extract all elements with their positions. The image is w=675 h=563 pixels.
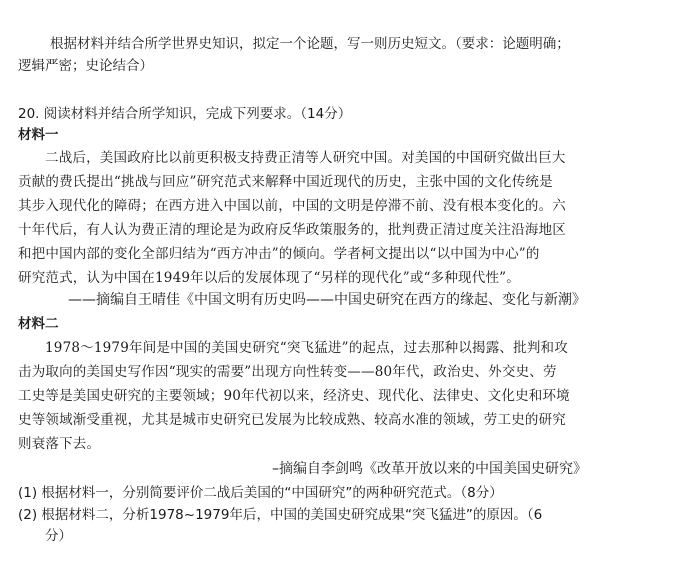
question-20-part-1: (1) 根据材料一，分别简要评价二战后美国的“中国研究”的两种研究范式。（8分） — [18, 485, 503, 501]
essay-instruction-line-2: 逻辑严密；史论结合） — [18, 58, 153, 74]
material-2-line: 1978～1979年间是中国的美国史研究“突飞猛进”的起点，过去那种以揭露、批判和攻 — [45, 340, 568, 356]
material-2-source: –摘编自李剑鸣《改革开放以来的中国美国史研究》 — [272, 461, 587, 477]
material-1-line: 贡献的费氏提出“挑战与回应”研究范式来解释中国近现代的历史，主张中国的文化传统是 — [18, 174, 553, 190]
material-1-line: 其步入现代化的障碍；在西方进入中国以前，中国的文明是停滞不前、没有根本变化的。六 — [18, 198, 566, 214]
material-1-line: 十年代后，有人认为费正清的理论是为政府反华政策服务的，批判费正清过度关注沿海地区 — [18, 222, 566, 238]
material-1-label: 材料一 — [18, 127, 59, 143]
material-1-line: 二战后，美国政府比以前更积极支持费正清等人研究中国。对美国的中国研究做出巨大 — [45, 150, 566, 166]
material-1-line: 研究范式，认为中国在1949年以后的发展体现了“另样的现代化”或“多种现代性”。 — [18, 270, 520, 286]
material-2-line: 击为取向的美国史写作因“现实的需要”出现方向性转变——80年代，政治史、外交史、劳 — [18, 364, 557, 380]
material-1-source: ——摘编自王晴佳《中国文明有历史吗——中国史研究在西方的缘起、变化与新潮》 — [68, 292, 586, 308]
question-20-heading: 20. 阅读材料并结合所学知识，完成下列要求。（14分） — [18, 106, 352, 122]
material-2-line: 史等领域渐受重视，尤其是城市史研究已发展为比较成熟、较高水准的领域，劳工史的研究 — [18, 412, 566, 428]
material-2-line: 则衰落下去。 — [18, 436, 101, 452]
material-2-label: 材料二 — [18, 316, 59, 332]
question-20-part-2-continued: 分） — [45, 528, 72, 544]
material-1-line: 和把中国内部的变化全部归结为“西方冲击”的倾向。学者柯文提出以“以中国为中心”的 — [18, 246, 540, 262]
question-20-part-2: (2) 根据材料二，分析1978~1979年后，中国的美国史研究成果“突飞猛进”的原因。（6 — [18, 507, 543, 523]
essay-instruction-line-1: 根据材料并结合所学世界史知识，拟定一个论题，写一则历史短文。（要求：论题明确； — [50, 36, 570, 52]
material-2-line: 工史等是美国史研究的主要领域；90年代初以来，经济史、现代化、法律史、文化史和环境 — [18, 388, 570, 404]
